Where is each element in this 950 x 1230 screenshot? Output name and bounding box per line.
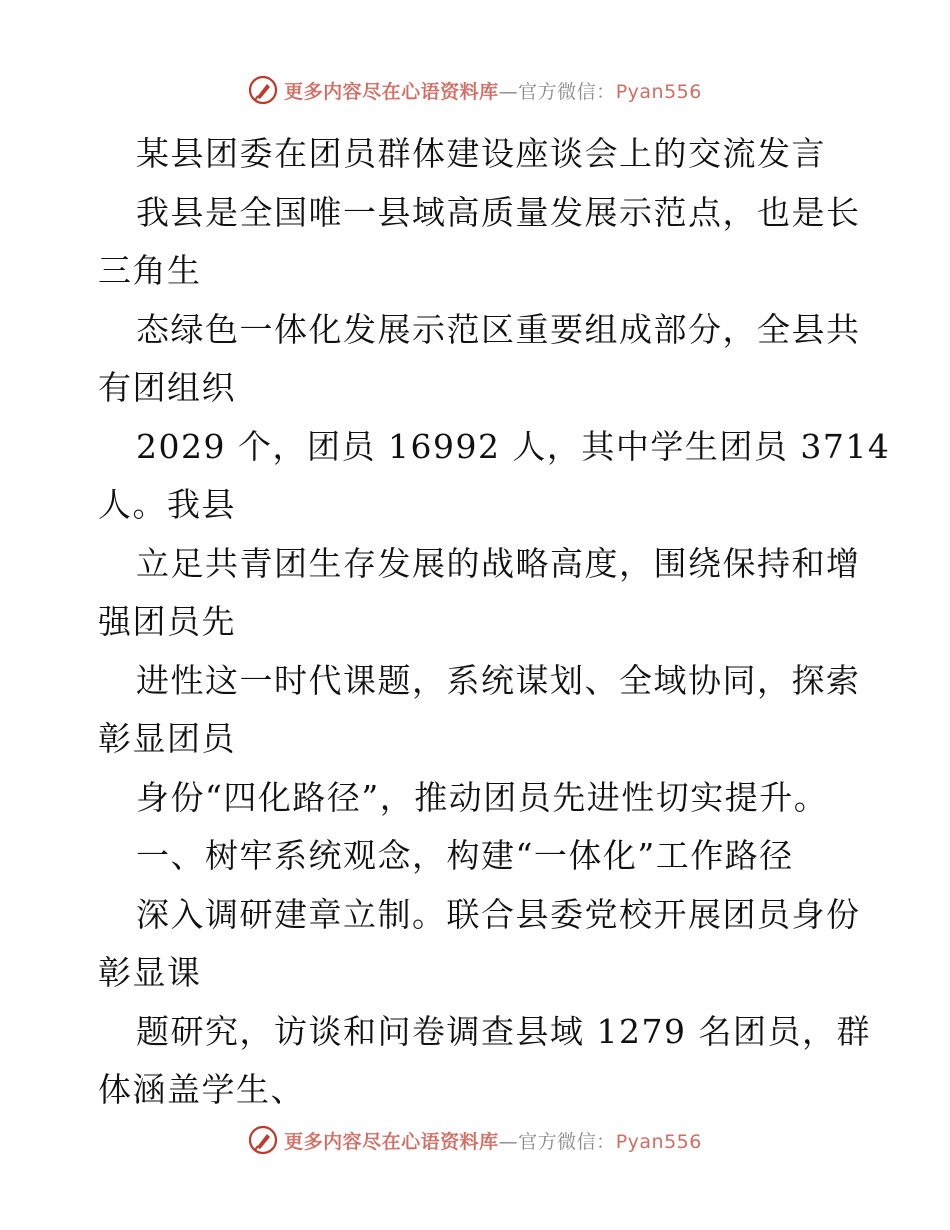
- text-line: 进性这一时代课题，系统谋划、全域协同，探索: [136, 660, 861, 700]
- watermark-wechat-id: Pyan556: [615, 80, 702, 103]
- text-line: 立足共青团生存发展的战略高度，围绕保持和增: [136, 543, 861, 583]
- watermark-text: [284, 1127, 702, 1154]
- watermark-separator: —: [498, 80, 519, 103]
- watermark-wechat-label: 官方微信：: [518, 80, 616, 103]
- text-line: 人。我县: [98, 485, 236, 524]
- watermark-separator: —: [498, 1130, 519, 1153]
- text-line: 强团员先: [98, 602, 236, 641]
- footer-watermark: [0, 1120, 950, 1160]
- watermark-brand: 更多内容尽在心语资料库: [284, 80, 499, 103]
- document-body: [98, 125, 891, 1120]
- quill-pen-logo-icon: [248, 1125, 278, 1155]
- text-line: 题研究，访谈和问卷调查县域 1279 名团员，群: [136, 1011, 871, 1051]
- text-line: 一、树牢系统观念，构建“一体化”工作路径: [136, 836, 794, 875]
- watermark-wechat-id: Pyan556: [615, 1130, 702, 1153]
- text-line: 彰显课: [98, 953, 202, 992]
- text-line: 2029 个，团员 16992 人，其中学生团员 3714: [136, 426, 891, 466]
- text-line: 态绿色一体化发展示范区重要组成部分，全县共: [136, 309, 861, 349]
- quill-pen-logo-icon: [248, 75, 278, 105]
- text-line: 体涵盖学生、: [98, 1070, 305, 1109]
- watermark-text: [284, 77, 702, 104]
- header-watermark: [0, 70, 950, 110]
- text-line: 某县团委在团员群体建设座谈会上的交流发言: [136, 134, 826, 173]
- watermark-brand: 更多内容尽在心语资料库: [284, 1130, 499, 1153]
- text-line: 身份“四化路径”，推动团员先进性切实提升。: [136, 777, 829, 817]
- watermark-wechat-label: 官方微信：: [518, 1130, 616, 1153]
- text-line: 彰显团员: [98, 719, 236, 758]
- text-line: 有团组织: [98, 368, 236, 407]
- text-line: 三角生: [98, 251, 202, 290]
- text-line: 我县是全国唯一县域高质量发展示范点，也是长: [136, 192, 861, 232]
- text-line: 深入调研建章立制。联合县委党校开展团员身份: [136, 894, 861, 934]
